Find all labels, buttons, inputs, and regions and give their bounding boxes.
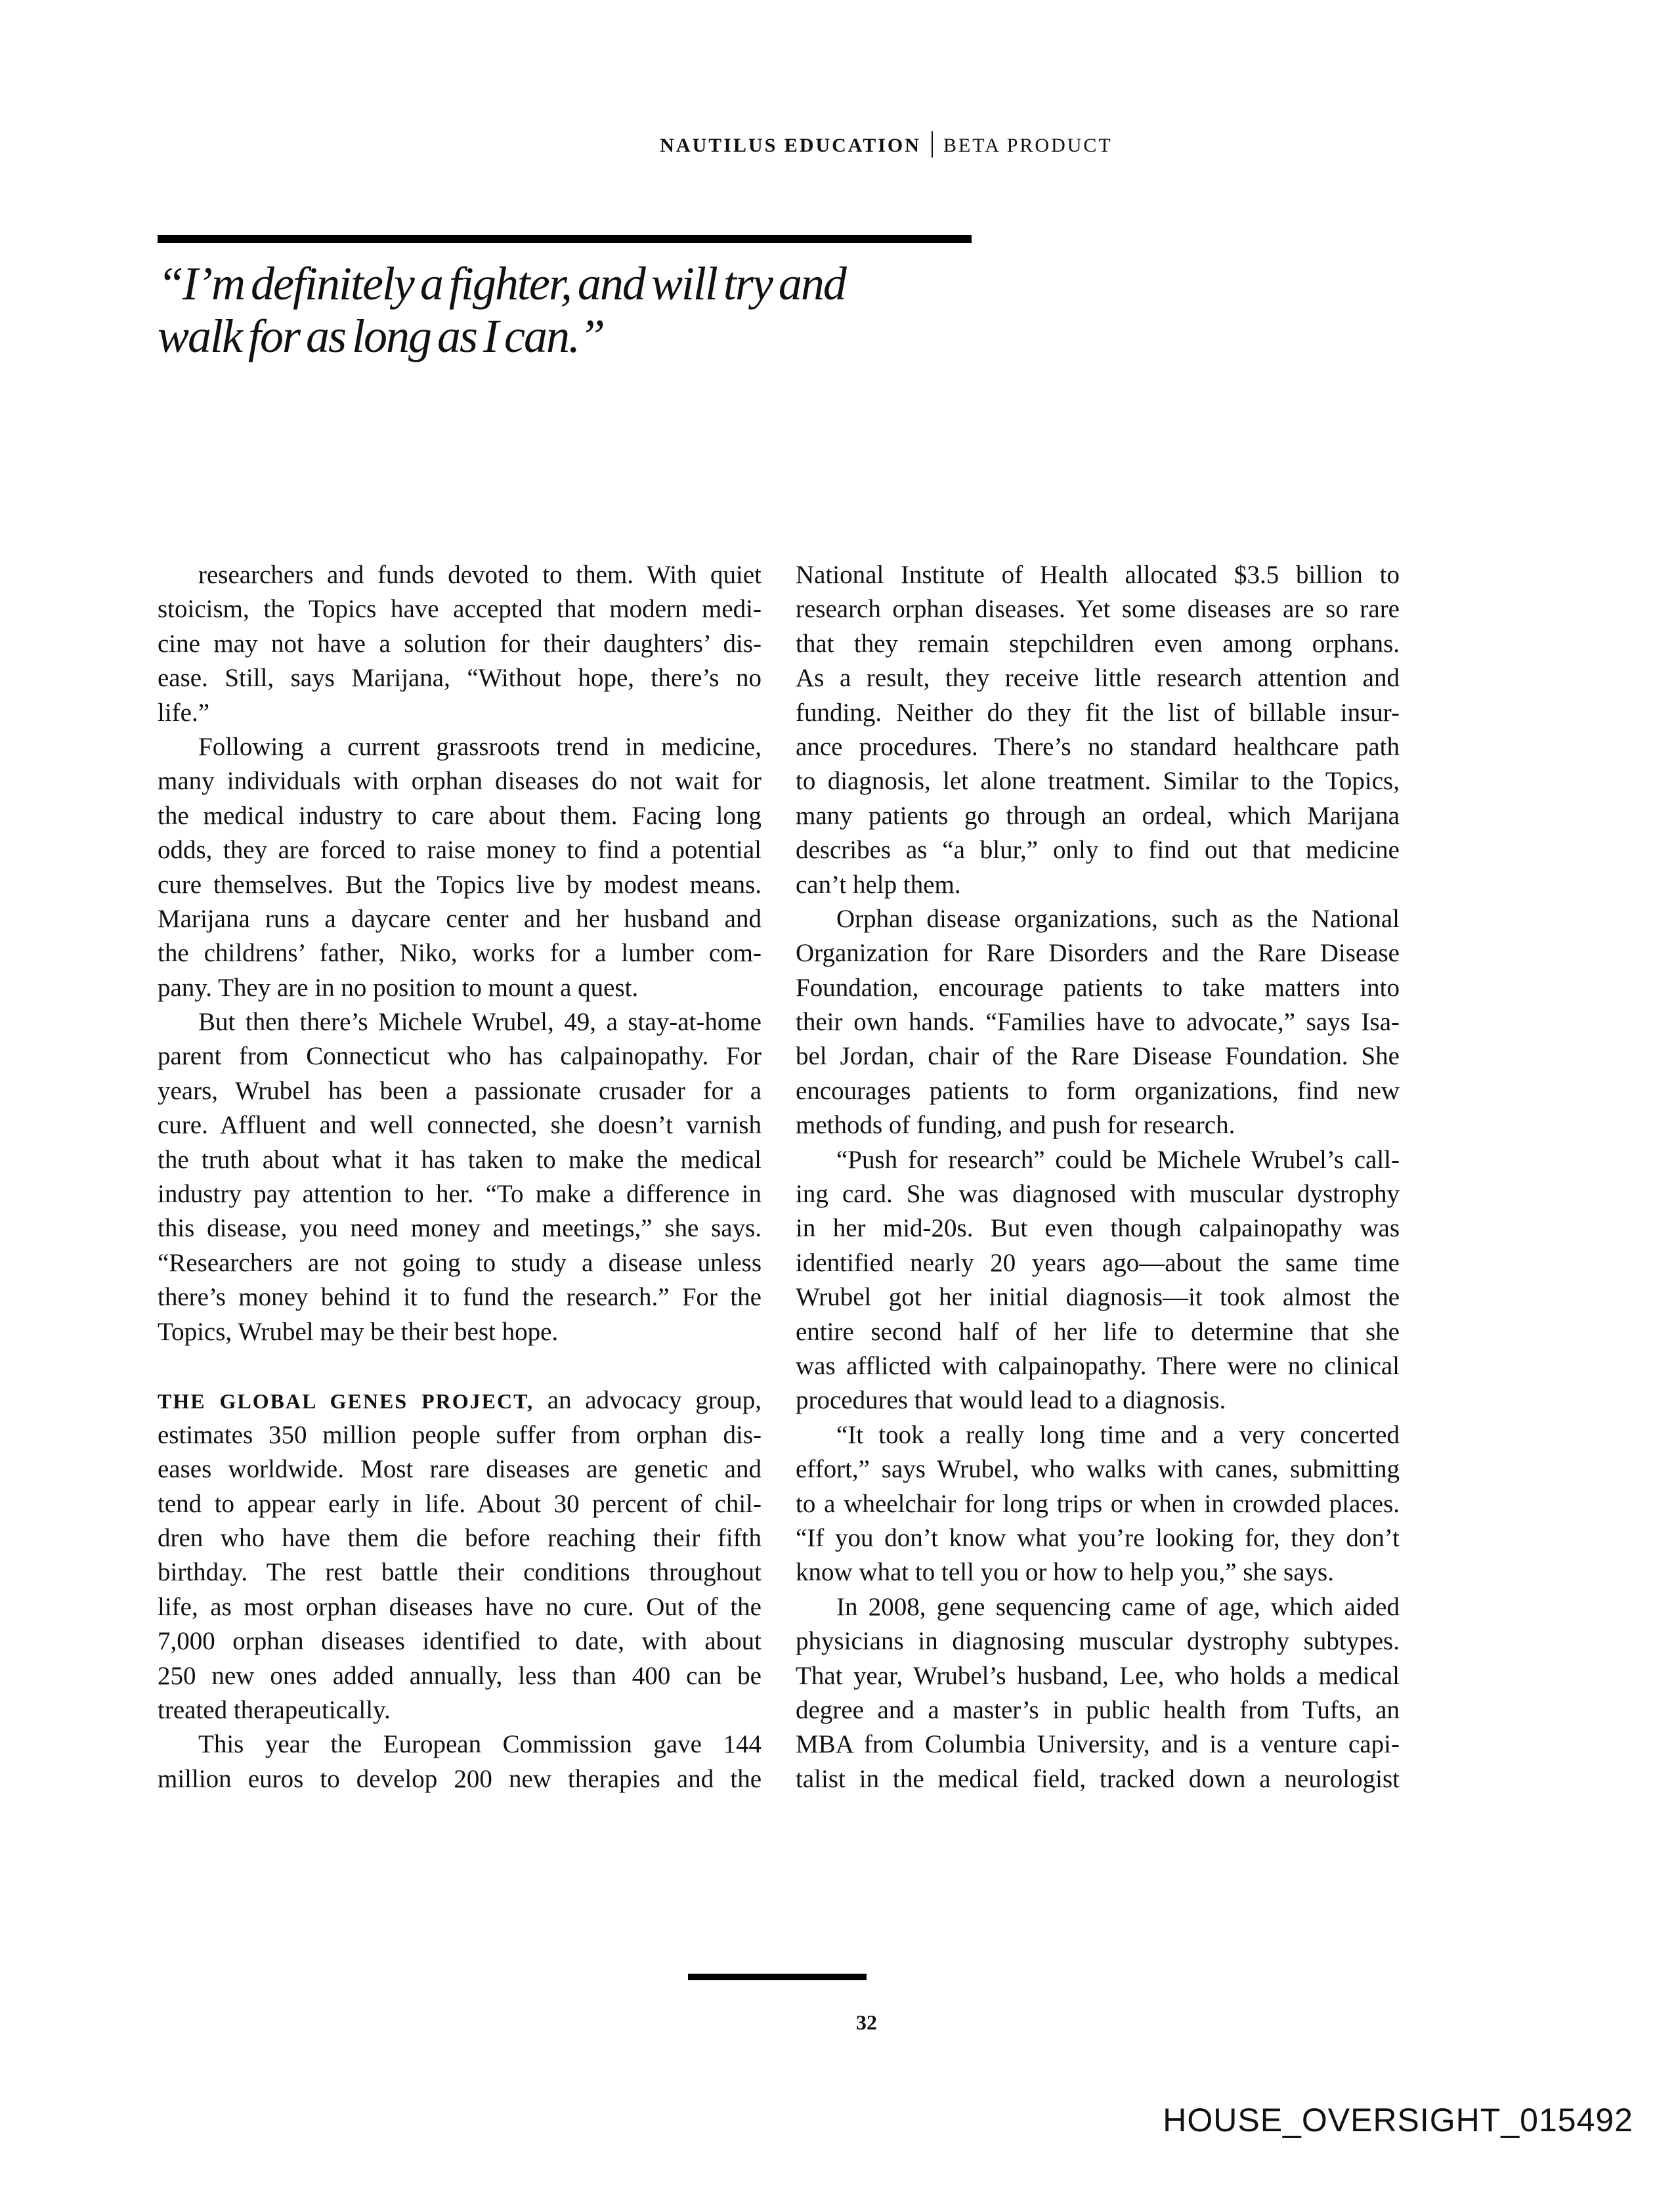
paragraph [796,1590,1400,1796]
text-line: bel Jordan, chair of the Rare Disease Foundation. She [796,1042,1400,1071]
text-line: life.” [158,698,210,727]
text-line: many patients go through an ordeal, which Marijana [796,801,1400,830]
text-line: Marijana runs a daycare center and her husband and [158,904,762,933]
text-line [158,1383,762,1418]
text-line: dren who have them die before reaching their fifth [158,1523,762,1552]
text-line: “It took a really long time and a very concerted [836,1420,1400,1449]
text-line: the truth about what it has taken to make the medical [158,1145,762,1174]
text-line: That year, Wrubel’s husband, Lee, who holds a medical [796,1661,1400,1690]
header-divider [932,131,933,158]
text-line: was afflicted with calpainopathy. There were no clinical [796,1351,1400,1380]
text-line: to a wheelchair for long trips or when in crowded places. [796,1489,1400,1518]
section-break [158,1349,762,1383]
text-line: million euros to develop 200 new therapies and the [158,1764,762,1793]
text-line: life, as most orphan diseases have no cure. Out of the [158,1592,762,1621]
text-line: Following a current grassroots trend in medicine, [198,732,762,761]
text-line: methods of funding, and push for research. [796,1111,1235,1140]
text-line: But then there’s Michele Wrubel, 49, a stay-at-home [198,1008,762,1037]
text-line: Foundation, encourage patients to take matters into [796,973,1400,1002]
text-line: tend to appear early in life. About 30 percent of chil- [158,1489,762,1518]
text-line: know what to tell you or how to help you,” she says. [796,1558,1334,1587]
right-column [796,558,1400,1796]
text-line: Wrubel got her initial diagnosis—it took almost the [796,1283,1400,1312]
text-line: in her mid-20s. But even though calpainopathy was [796,1214,1400,1243]
product-label: BETA PRODUCT [943,135,1113,156]
text-line: ing card. She was diagnosed with muscular dystrophy [796,1180,1400,1209]
text-line: estimates 350 million people suffer from orphan dis- [158,1420,762,1449]
text-line: industry pay attention to her. “To make a difference in [158,1180,762,1209]
text-line: procedures that would lead to a diagnosis. [796,1386,1226,1415]
text-line: to diagnosis, let alone treatment. Similar to the Topics, [796,767,1400,796]
text-line: describes as “a blur,” only to find out that medicine [796,836,1400,865]
text-line: cure. Affluent and well connected, she doesn’t varnish [158,1111,762,1140]
text-line: cine may not have a solution for their daughters’ dis- [158,629,762,658]
text-line: cure themselves. But the Topics live by modest means. [158,870,762,899]
text-line: their own hands. “Families have to advocate,” says Isa- [796,1008,1400,1037]
paragraph [158,558,762,730]
pull-quote-line: walk for as long as I can.” [158,310,605,362]
text-line: odds, they are forced to raise money to find a potential [158,836,762,865]
text-line: identified nearly 20 years ago—about the same time [796,1248,1400,1277]
text-line: the medical industry to care about them. Facing long [158,801,762,830]
text-line: encourages patients to form organizations, find new [796,1076,1400,1105]
paragraph [158,1383,762,1727]
text-line: In 2008, gene sequencing came of age, which aided [836,1592,1400,1621]
text-line: MBA from Columbia University, and is a venture capi- [796,1730,1400,1759]
publication-name: NAUTILUS EDUCATION [660,135,921,156]
paragraph [158,730,762,1005]
section-lead-in: THE GLOBAL GENES PROJECT, [158,1389,534,1414]
text-line: Topics, Wrubel may be their best hope. [158,1317,559,1346]
paragraph [796,1143,1400,1418]
paragraph [796,902,1400,1143]
text-line: “If you don’t know what you’re looking for, they don’t [796,1523,1400,1552]
text-line: As a result, they receive little research attention and [796,664,1400,693]
paragraph [158,1005,762,1349]
text-line: This year the European Commission gave 144 [198,1730,762,1759]
page-number: 32 [856,2010,877,2034]
text-line: there’s money behind it to fund the research.” For the [158,1283,762,1312]
text-line: degree and a master’s in public health from Tufts, an [796,1695,1400,1724]
text-line: treated therapeutically. [158,1695,391,1724]
pull-quote [158,257,1011,362]
text-line: many individuals with orphan diseases do not wait for [158,767,762,796]
left-column [158,558,762,1796]
text-line: the childrens’ father, Niko, works for a lumber com- [158,939,762,968]
footer-rule [688,1974,867,1980]
text-line: stoicism, the Topics have accepted that modern medi- [158,595,762,624]
text-line: 7,000 orphan diseases identified to date, with about [158,1627,762,1656]
paragraph [796,558,1400,902]
text-line: “Push for research” could be Michele Wrubel’s call- [836,1145,1400,1174]
text-line: years, Wrubel has been a passionate crusader for a [158,1076,762,1105]
bates-number: HOUSE_OVERSIGHT_015492 [1163,2102,1633,2138]
text-line: talist in the medical field, tracked down a neurologist [796,1764,1400,1793]
pull-quote-line: “I’m definitely a fighter, and will try and [158,257,846,310]
text-line: researchers and funds devoted to them. With quiet [198,561,762,589]
text-line: that they remain stepchildren even among orphans. [796,629,1400,658]
text-line: 250 new ones added annually, less than 400 can be [158,1661,762,1690]
text-line: eases worldwide. Most rare diseases are genetic and [158,1455,762,1484]
paragraph [796,1418,1400,1590]
text-line: can’t help them. [796,870,961,899]
text-line: research orphan diseases. Yet some diseases are so rare [796,595,1400,624]
text-line: Orphan disease organizations, such as the National [836,904,1400,933]
text-line: physicians in diagnosing muscular dystrophy subtypes. [796,1627,1400,1656]
line-text: an advocacy group, [534,1386,762,1415]
text-line: effort,” says Wrubel, who walks with canes, submitting [796,1455,1400,1484]
text-line: funding. Neither do they fit the list of billable insur- [796,698,1400,727]
text-line: National Institute of Health allocated $3.5 billion to [796,561,1400,589]
text-line: pany. They are in no position to mount a quest. [158,973,639,1002]
text-line: entire second half of her life to determine that she [796,1317,1400,1346]
text-line: Organization for Rare Disorders and the Rare Disease [796,939,1400,968]
text-line: “Researchers are not going to study a disease unless [158,1248,762,1277]
text-line: this disease, you need money and meetings,” she says. [158,1214,762,1243]
text-line: ease. Still, says Marijana, “Without hope, there’s no [158,664,762,693]
text-line: ance procedures. There’s no standard healthcare path [796,732,1400,761]
paragraph [158,1727,762,1796]
text-line: birthday. The rest battle their conditions throughout [158,1558,762,1587]
text-line: parent from Connecticut who has calpainopathy. For [158,1042,762,1071]
top-rule [158,235,972,243]
running-header [0,131,1674,158]
